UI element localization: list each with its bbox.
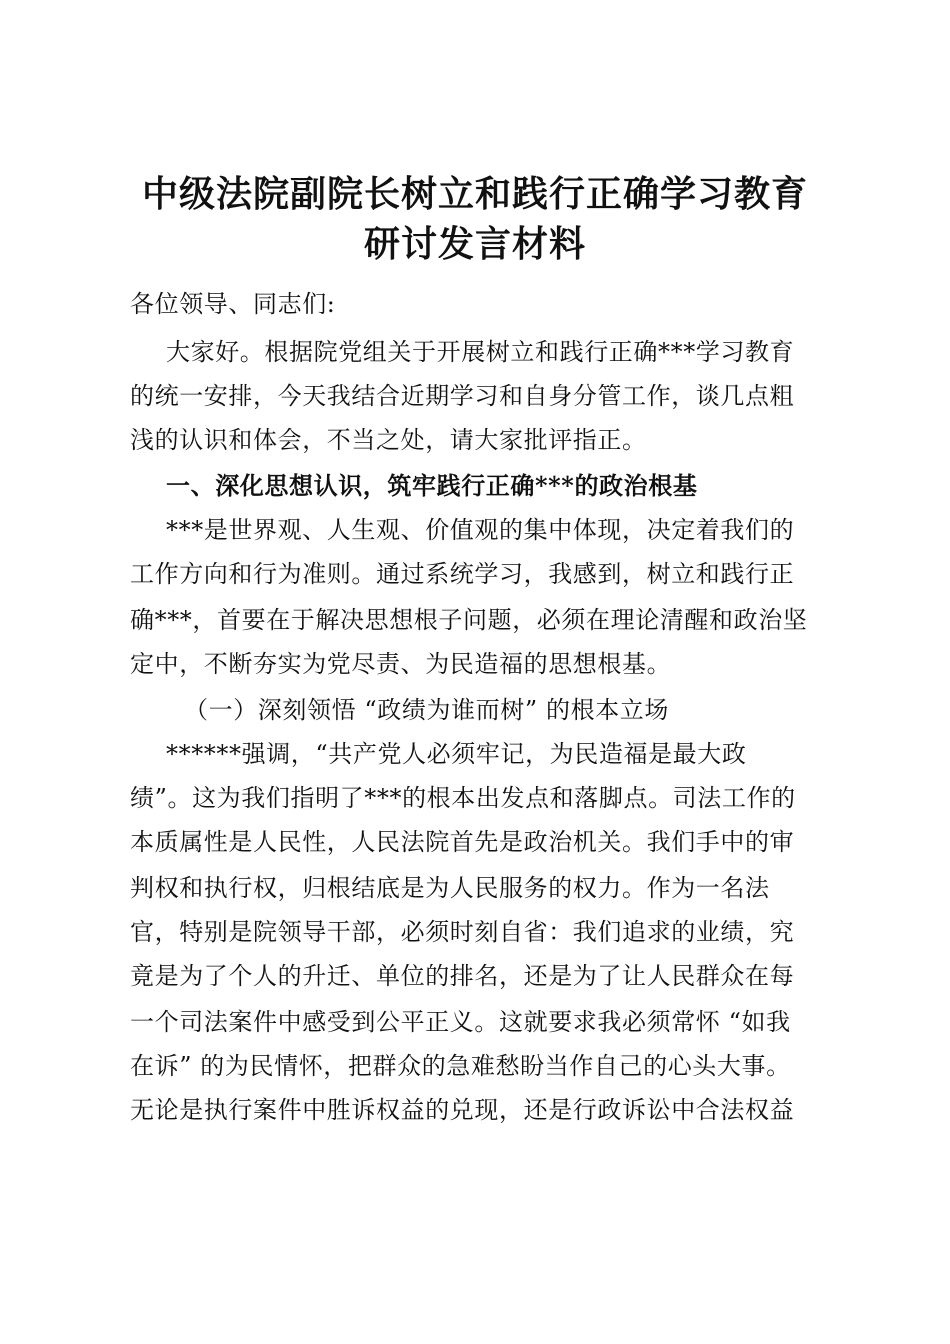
document-title-line-1: 中级法院副院长树立和践行正确学习教育	[141, 173, 808, 215]
salutation: 各位领导、同志们:	[130, 290, 336, 318]
subsection-paragraph-line: 一个司法案件中感受到公平正义。这就要求我必须常怀 “如我	[130, 1008, 791, 1036]
intro-paragraph-line: 大家好。根据院党组关于开展树立和践行正确***学习教育	[166, 338, 795, 366]
subsection-paragraph-line: 在诉” 的为民情怀，把群众的急难愁盼当作自己的心头大事。	[130, 1052, 791, 1080]
document-title-line-2: 研讨发言材料	[363, 223, 586, 265]
subsection-paragraph-line: ******强调，“共产党人必须牢记，为民造福是最大政	[166, 740, 747, 768]
section-paragraph-line: 工作方向和行为准则。通过系统学习，我感到，树立和践行正	[130, 560, 795, 588]
section-paragraph-line: 定中，不断夯实为党尽责、为民造福的思想根基。	[130, 650, 672, 678]
subsection-paragraph-line: 官，特别是院领导干部，必须时刻自省：我们追求的业绩，究	[130, 918, 795, 946]
subsection-paragraph-line: 本质属性是人民性，人民法院首先是政治机关。我们手中的审	[130, 828, 795, 856]
section-paragraph-line: 确***，首要在于解决思想根子问题，必须在理论清醒和政治坚	[130, 606, 808, 634]
intro-paragraph-line: 浅的认识和体会，不当之处，请大家批评指正。	[130, 426, 647, 454]
section-paragraph-line: ***是世界观、人生观、价值观的集中体现，决定着我们的	[166, 516, 795, 544]
subsection-paragraph-line: 绩”。这为我们指明了***的根本出发点和落脚点。司法工作的	[130, 784, 796, 812]
subsection-heading: （一）深刻领悟 “政绩为谁而树” 的根本立场	[184, 696, 669, 724]
subsection-paragraph-line: 判权和执行权，归根结底是为人民服务的权力。作为一名法	[130, 874, 770, 902]
section-heading: 一、深化思想认识，筑牢践行正确***的政治根基	[166, 471, 698, 500]
subsection-paragraph-line: 无论是执行案件中胜诉权益的兑现，还是行政诉讼中合法权益	[130, 1096, 795, 1124]
intro-paragraph-line: 的统一安排，今天我结合近期学习和自身分管工作，谈几点粗	[130, 382, 795, 410]
subsection-paragraph-line: 竟是为了个人的升迁、单位的排名，还是为了让人民群众在每	[130, 962, 795, 990]
